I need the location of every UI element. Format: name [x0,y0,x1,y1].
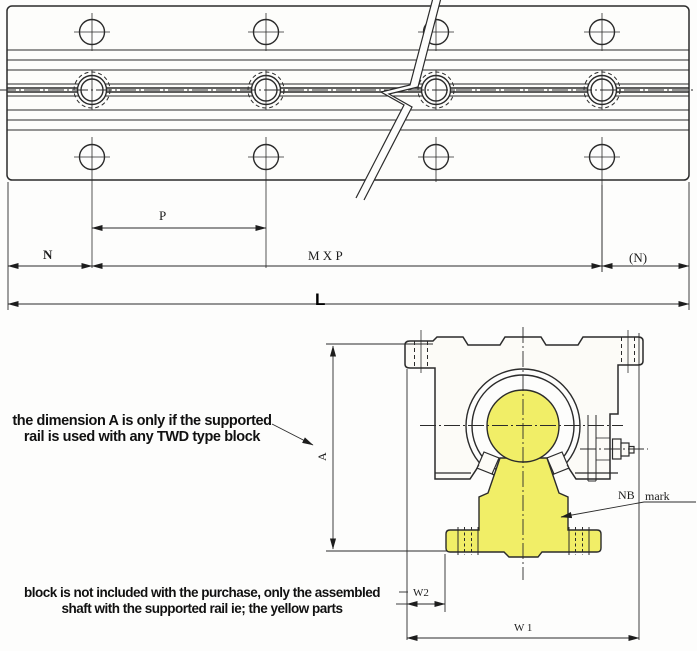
rail-dimensions [8,182,689,310]
dim-label-n-right: (N) [629,250,648,265]
rail-top-view [0,0,696,310]
nb-label: NB [618,488,635,502]
dim-label-l: L [315,290,326,309]
annotation-purchase-note [0,585,404,617]
annotation-twd-note [2,413,282,445]
twd-note-line1: the dimension A is only if the supported [12,413,272,429]
twd-note-line2: rail is used with any TWD type block [23,429,261,445]
dim-label-n: N [43,247,53,262]
dim-label-w1: W 1 [514,622,533,634]
purchase-note-line2: shaft with the supported rail ie; the yellow parts [61,601,343,616]
dim-label-w2: W2 [413,587,429,599]
dim-label-a: A [315,452,329,461]
mark-label: mark [645,489,670,503]
purchase-note-line1: block is not included with the purchase, only the assembled [23,585,381,600]
nb-mark-leader [561,502,696,517]
dim-label-p: P [159,208,167,223]
dim-label-mxp: M X P [308,248,343,263]
